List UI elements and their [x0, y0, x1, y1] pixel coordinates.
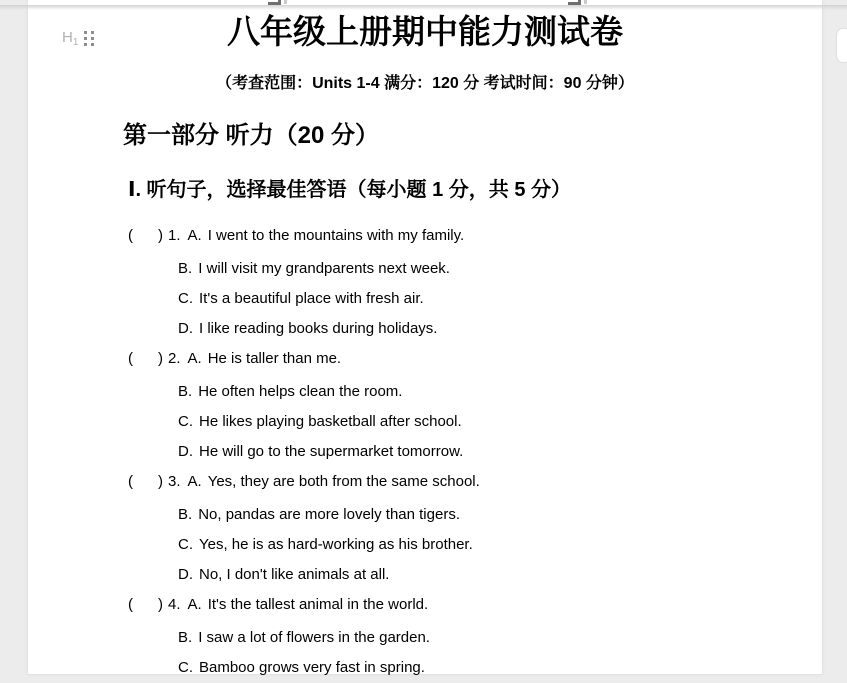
- option-label: A.: [187, 473, 202, 490]
- answer-bracket: ( ): [128, 596, 163, 613]
- part-heading: 第一部分 听力（20 分）: [123, 122, 380, 149]
- answer-bracket: ( ): [128, 350, 163, 367]
- option-label: C.: [178, 659, 193, 676]
- option-text: It's a beautiful place with fresh air.: [199, 290, 424, 307]
- option-label: C.: [178, 290, 193, 307]
- option-line: [128, 314, 812, 344]
- option-line: [128, 653, 812, 683]
- option-label: D.: [178, 566, 193, 583]
- scrollbar-thumb[interactable]: [836, 28, 847, 63]
- document-subtitle: （考查范围：Units 1-4 满分：120 分 考试时间：90 分钟）: [216, 75, 634, 92]
- option-text: I went to the mountains with my family.: [207, 227, 465, 244]
- question-number: 4.: [168, 596, 181, 613]
- option-line: [128, 407, 812, 437]
- option-label: C.: [178, 413, 193, 430]
- answer-bracket: ( ): [128, 473, 163, 490]
- question-first-line: [128, 590, 812, 620]
- option-text: I saw a lot of flowers in the garden.: [198, 629, 430, 646]
- option-text: I like reading books during holidays.: [199, 320, 438, 337]
- option-label: B.: [178, 383, 193, 400]
- option-line: [128, 623, 812, 653]
- option-label: C.: [178, 536, 193, 553]
- option-text: He is taller than me.: [207, 350, 342, 367]
- option-text: No, pandas are more lovely than tigers.: [198, 506, 460, 523]
- question-first-line: [128, 221, 812, 251]
- option-label: A.: [187, 596, 202, 613]
- option-label: B.: [178, 260, 193, 277]
- option-text: Bamboo grows very fast in spring.: [199, 659, 425, 676]
- option-text: No, I don't like animals at all.: [199, 566, 390, 583]
- document-page: [28, 0, 822, 674]
- question: [128, 467, 812, 590]
- option-label: D.: [178, 320, 193, 337]
- option-line: [128, 530, 812, 560]
- clipped-text-fragment: [584, 0, 587, 4]
- document-title: 八年级上册期中能力测试卷: [227, 13, 623, 50]
- option-label: A.: [187, 350, 202, 367]
- clipped-text-fragment: [268, 0, 281, 5]
- question-number: 1.: [168, 227, 181, 244]
- heading-badge-level: 1: [72, 37, 79, 48]
- option-text: I will visit my grandparents next week.: [198, 260, 450, 277]
- option-text: He often helps clean the room.: [198, 383, 403, 400]
- option-line: [128, 254, 812, 284]
- option-label: A.: [187, 227, 202, 244]
- question: [128, 590, 812, 683]
- option-line: [128, 284, 812, 314]
- option-line: [128, 437, 812, 467]
- option-label: B.: [178, 506, 193, 523]
- option-line: [128, 377, 812, 407]
- section-heading: Ⅰ. 听句子，选择最佳答语（每小题 1 分，共 5 分）: [128, 179, 572, 201]
- option-text: It's the tallest animal in the world.: [207, 596, 429, 613]
- option-text: He likes playing basketball after school.: [199, 413, 462, 430]
- clipped-text-fragment: [284, 0, 287, 4]
- heading-badge-letter: H: [62, 29, 73, 46]
- option-text: He will go to the supermarket tomorrow.: [199, 443, 464, 460]
- option-label: D.: [178, 443, 193, 460]
- option-text: Yes, he is as hard-working as his brother.: [199, 536, 473, 553]
- option-line: [128, 500, 812, 530]
- top-shadow-divider: [0, 5, 847, 10]
- question-first-line: [128, 467, 812, 497]
- answer-bracket: ( ): [128, 227, 163, 244]
- option-text: Yes, they are both from the same school.: [207, 473, 480, 490]
- question-first-line: [128, 344, 812, 374]
- question-number: 2.: [168, 350, 181, 367]
- clipped-text-fragment: [568, 0, 581, 5]
- question: [128, 221, 812, 344]
- question: [128, 344, 812, 467]
- option-label: B.: [178, 629, 193, 646]
- question-number: 3.: [168, 473, 181, 490]
- option-line: [128, 560, 812, 590]
- question-list: [128, 221, 812, 683]
